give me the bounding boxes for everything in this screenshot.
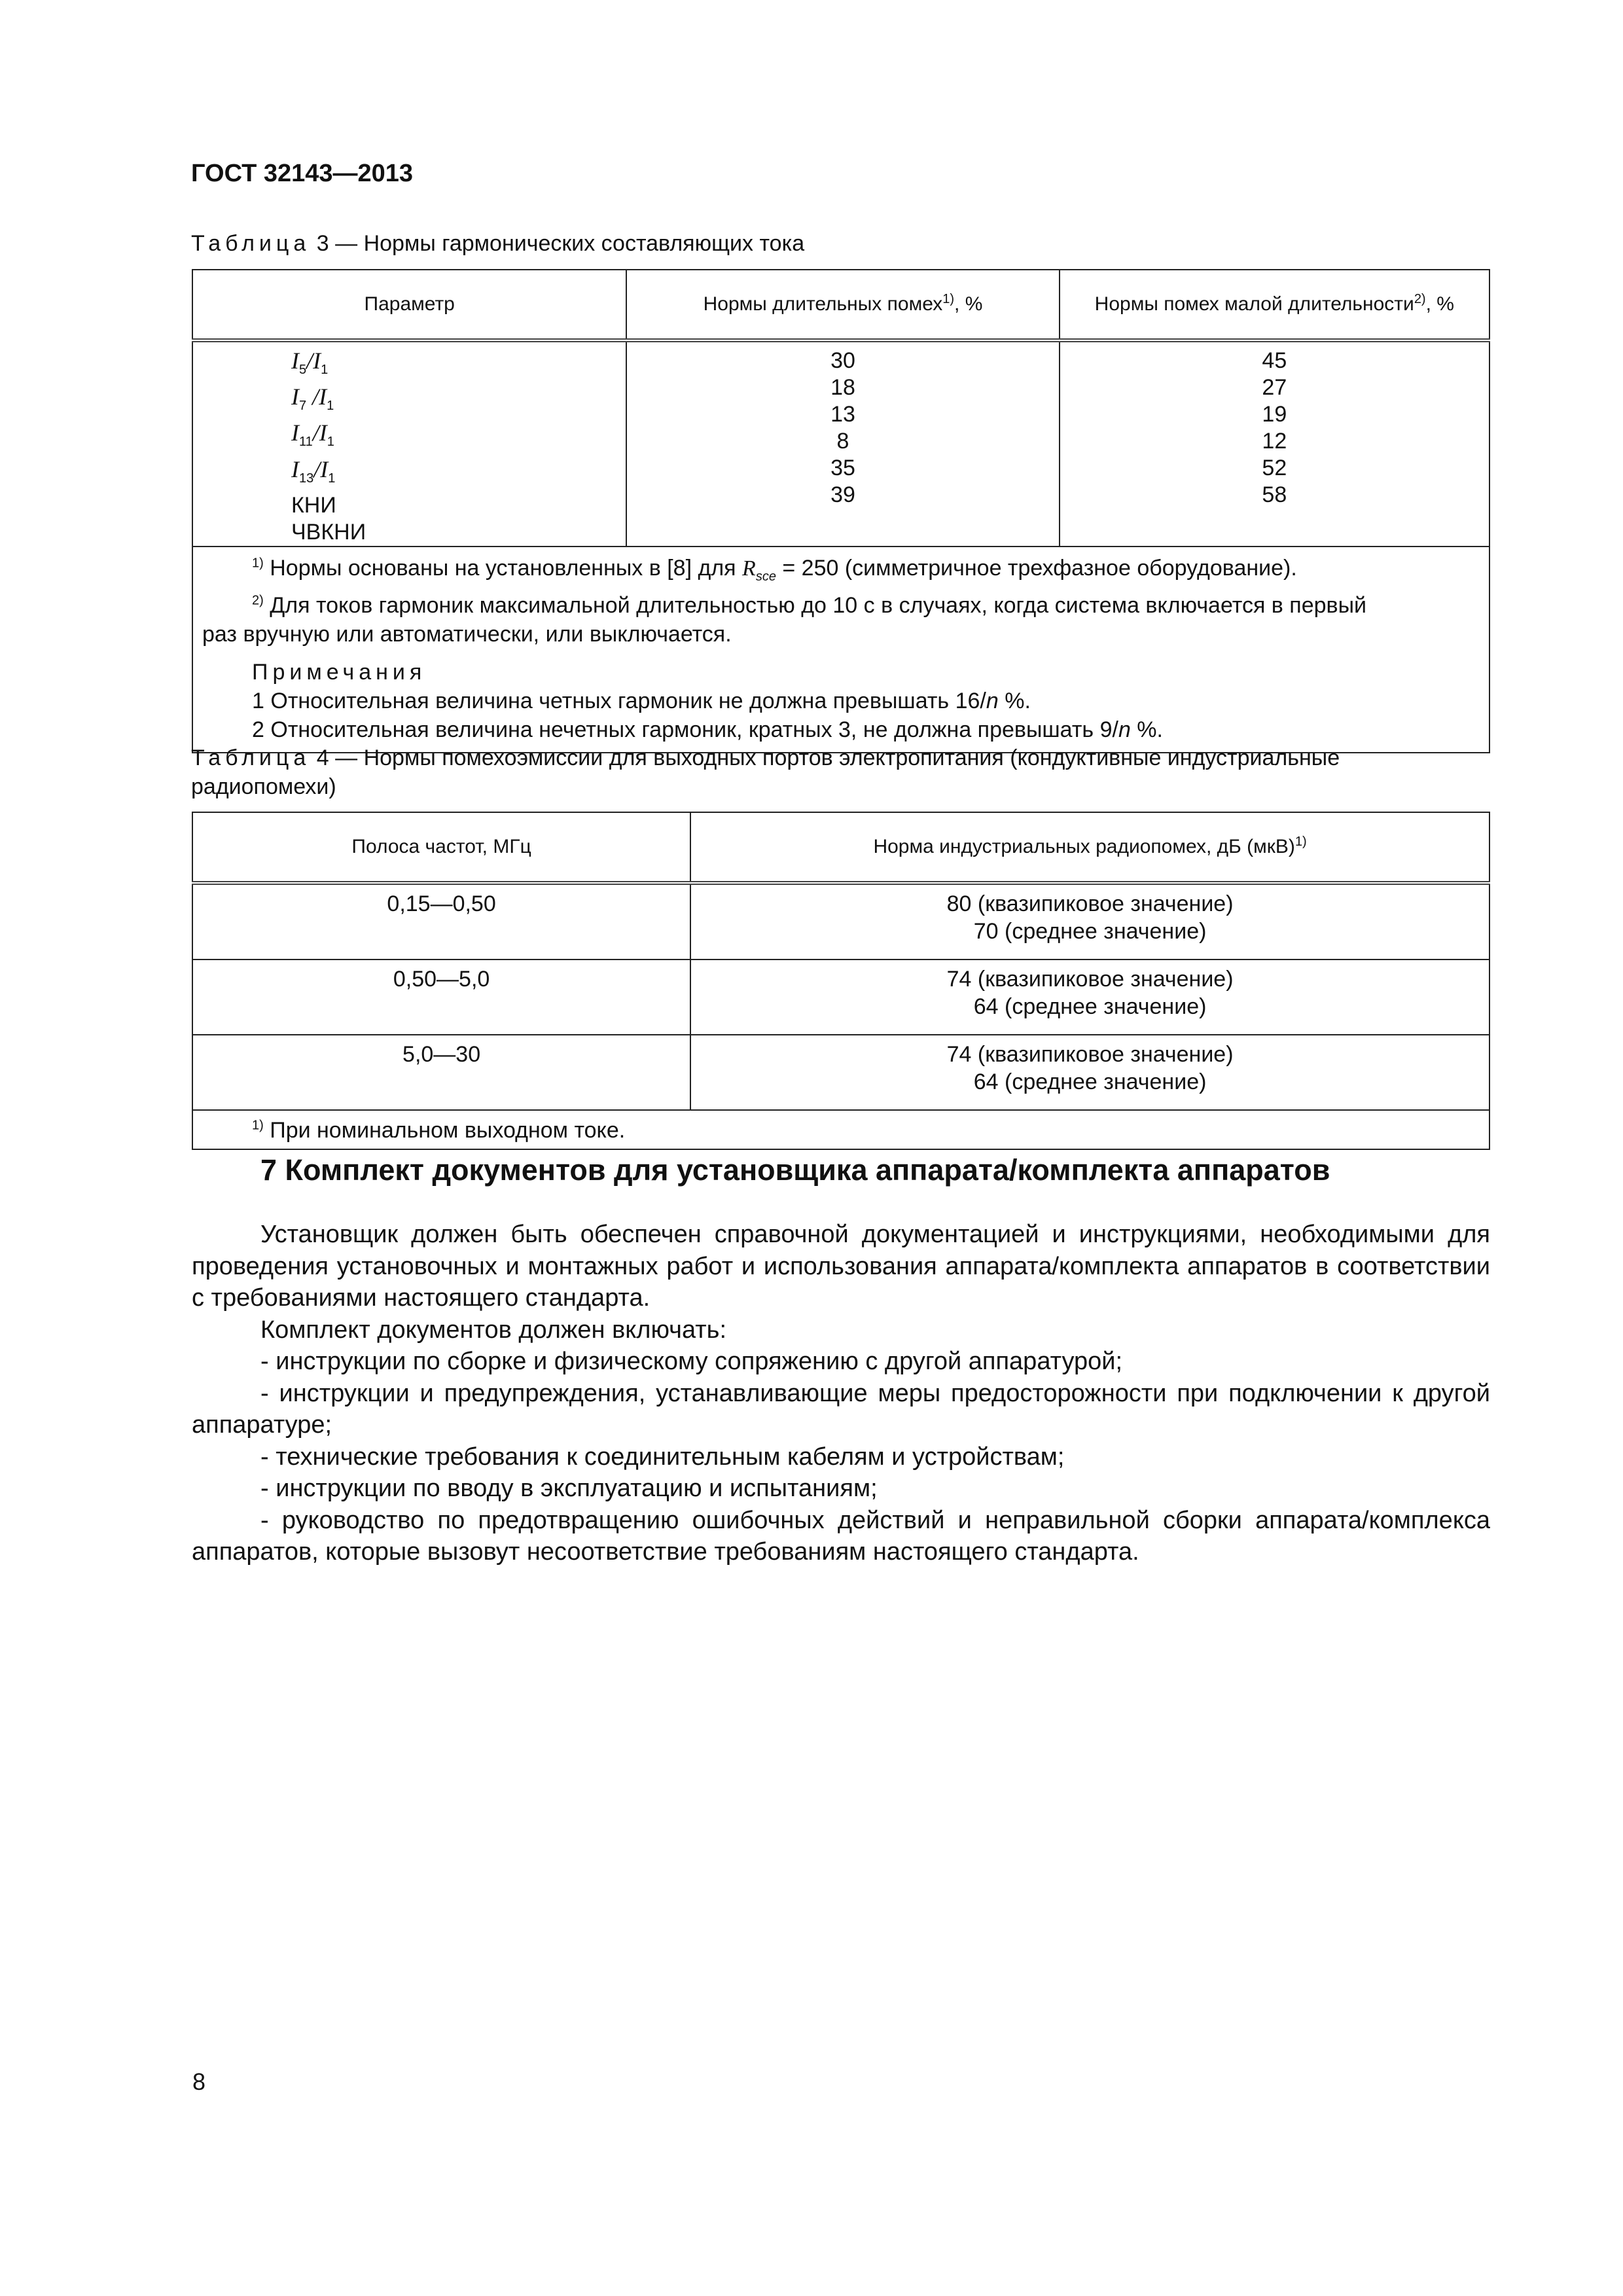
table4-caption bbox=[191, 744, 1489, 801]
table3-header-long-label: Нормы длительных помех bbox=[703, 293, 943, 315]
section-7-title: 7 Комплект документов для установщика аппарата/комплекта аппаратов bbox=[260, 1153, 1330, 1187]
table3-long-value: 30 bbox=[830, 348, 855, 373]
table3-notes-title: Примечания bbox=[252, 659, 427, 685]
table3-long-value: 39 bbox=[830, 482, 855, 507]
footnote-ref: 1) bbox=[942, 292, 955, 306]
table4-band-cell: 5,0—30 bbox=[192, 1035, 690, 1110]
table3-footnote-1: $^{1)}$ Нормы основаны на установленных в [8] для $R_{sce} = 250$ (симметричное трехфазное оборудование). bbox=[252, 555, 1297, 584]
table3-short-value: 12 bbox=[1262, 429, 1287, 454]
footnote-mark: 1) bbox=[252, 556, 264, 571]
table3-param-item: $I_{13}/I_1$ bbox=[291, 456, 336, 486]
table3-header-row bbox=[192, 270, 1489, 340]
section-7-body bbox=[192, 1219, 1490, 1568]
list-item: - технические требования к соединительным кабелям и устройствам; bbox=[260, 1443, 1065, 1471]
list-item: - инструкции и предупреждения, устанавливающие меры предосторожности при подключении к другой аппаратуре; bbox=[192, 1379, 1490, 1439]
table4-norm-cell: 74 (квазипиковое значение) 64 (среднее значение) bbox=[690, 1035, 1489, 1110]
table4-row bbox=[192, 960, 1489, 1035]
table4-footnote-row bbox=[192, 1110, 1489, 1149]
table3-short-value: 52 bbox=[1262, 456, 1287, 480]
footnote-mark: 2) bbox=[252, 593, 264, 608]
table4-header-row bbox=[192, 812, 1489, 883]
table3-long-value: 8 bbox=[836, 429, 849, 454]
table4-caption-line2: радиопомехи) bbox=[191, 774, 336, 799]
footnote-mark: 1) bbox=[252, 1118, 264, 1133]
table4-header-norm: Норма индустриальных радиопомех, дБ (мкВ)$^{1)}$ bbox=[690, 812, 1489, 883]
table3-caption bbox=[191, 229, 804, 258]
list-item: - инструкции по сборке и физическому сопряжению с другой аппаратурой; bbox=[260, 1348, 1123, 1375]
page-number: 8 bbox=[192, 2068, 206, 2095]
table4-band-cell: 0,15—0,50 bbox=[192, 883, 690, 960]
document-header: ГОСТ 32143—2013 bbox=[191, 160, 414, 187]
table3-header-short bbox=[1060, 270, 1489, 340]
table4-caption-line1: Таблица 4 — Нормы помехоэмиссии для выходных портов электропитания (кондуктивные индустриальные bbox=[191, 745, 1340, 770]
table3-header-short-unit: , % bbox=[1425, 293, 1454, 315]
paragraph: Установщик должен быть обеспечен справочной документацией и инструкциями, необходимыми для проведения установочных и монтажных работ и использования аппарата/комплекта аппаратов в соответствии с требованиями настоящего стандарта. bbox=[192, 1221, 1490, 1312]
table4-norm-cell: 80 (квазипиковое значение) 70 (среднее значение) bbox=[690, 883, 1489, 960]
table3-header-long bbox=[626, 270, 1059, 340]
table3-footnote-2: $^{2)}$ Для токов гармоник максимальной длительностью до 10 с в случаях, когда система включается в первый bbox=[252, 592, 1367, 618]
table3-footnotes bbox=[192, 547, 1489, 753]
table3-note-2: 2 Относительная величина нечетных гармоник, кратных 3, не должна превышать 9/n %. bbox=[252, 717, 1163, 742]
table3-footnote-2-cont: раз вручную или автоматически, или выключается. bbox=[202, 621, 732, 647]
table4-footnote: $^{1)}$ При номинальном выходном токе. bbox=[192, 1110, 1489, 1149]
table4-header-band: Полоса частот, МГц bbox=[192, 812, 690, 883]
table4 bbox=[192, 812, 1490, 1150]
list-item: - руководство по предотвращению ошибочных действий и неправильной сборки аппарата/комплекса аппаратов, которые вызовут несоответствие требованиям настоящего стандарта. bbox=[192, 1506, 1490, 1566]
table3-param-item: $I_5/I_1$ bbox=[291, 348, 329, 378]
table3-caption-text: 3 — Нормы гармонических составляющих тока bbox=[316, 231, 805, 256]
table4-row bbox=[192, 883, 1489, 960]
table3-note-1: 1 Относительная величина четных гармоник не должна превышать 16/n %. bbox=[252, 688, 1031, 713]
table3-param-item: $I_{11}/I_1$ bbox=[291, 420, 334, 450]
table3 bbox=[192, 269, 1490, 753]
table3-param-item: $I_7$ $/I_1$ bbox=[291, 384, 334, 414]
table3-body-row bbox=[192, 340, 1489, 547]
table3-short-value: 19 bbox=[1262, 402, 1287, 427]
table3-param-cell bbox=[192, 340, 626, 547]
table3-short-cell bbox=[1060, 340, 1489, 547]
table3-long-value: 13 bbox=[830, 402, 855, 427]
table3-param-item: КНИ bbox=[291, 492, 336, 518]
table3-param-item: ЧВКНИ bbox=[291, 519, 366, 545]
table3-short-value: 27 bbox=[1262, 375, 1287, 400]
list-item: - инструкции по вводу в эксплуатацию и испытаниям; bbox=[260, 1475, 878, 1502]
table3-long-cell bbox=[626, 340, 1059, 547]
footnote-ref: 2) bbox=[1414, 292, 1426, 306]
table3-long-value: 18 bbox=[830, 375, 855, 400]
table4-band-cell: 0,50—5,0 bbox=[192, 960, 690, 1035]
table3-short-value: 45 bbox=[1262, 348, 1287, 373]
table3-footnotes-row bbox=[192, 547, 1489, 753]
paragraph: Комплект документов должен включать: bbox=[260, 1316, 726, 1344]
table3-short-value: 58 bbox=[1262, 482, 1287, 507]
table3-caption-word: Таблица bbox=[191, 231, 311, 256]
table3-header-short-label: Нормы помех малой длительности bbox=[1094, 293, 1414, 315]
table4-norm-cell: 74 (квазипиковое значение) 64 (среднее значение) bbox=[690, 960, 1489, 1035]
table3-header-long-unit: , % bbox=[954, 293, 983, 315]
footnote-ref: 1) bbox=[1294, 834, 1307, 849]
table4-row bbox=[192, 1035, 1489, 1110]
table3-long-value: 35 bbox=[830, 456, 855, 480]
table3-header-param: Параметр bbox=[192, 270, 626, 340]
